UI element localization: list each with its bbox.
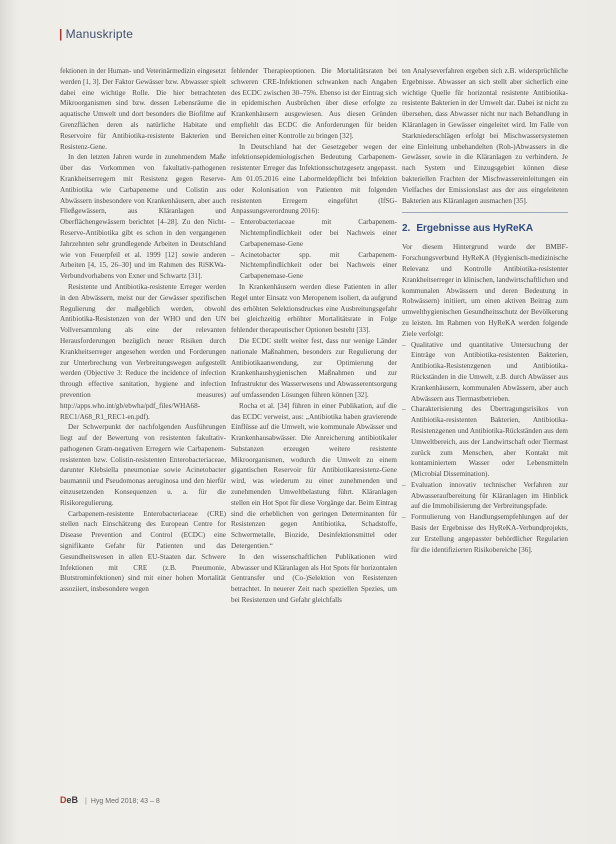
paragraph: Carbapenem-resistente Enterobacteriaceae (CRE) stellen nach Einschätzung des European Centre for Disease Prevention and Control (ECDC) eine signifikante Gefahr für Patienten und das Gesundheitswesen in allen EU-Staaten dar. Schwere Infektionen mit CRE (z.B. Pneumonie, Blutstrominfektionen) sind mit einer hohen Mortalität assoziiert, insbesondere wegen: [60, 509, 226, 594]
issue-info: Hyg Med 2018; 43 – 8: [90, 798, 160, 805]
paragraph: Vor diesem Hintergrund wurde der BMBF-Forschungsverbund HyReKA (Hygienisch-medizinische Relevanz und Kontrolle Antibiotika-resistenter Krankheitserreger in klinischen, landwirtschaftlichen und kommunalen Abwässern und deren Bedeutung in Rohwässern) initiiert, um einen aktiven Beitrag zum umwelthygienischen Gesundheitsschutz der Bevölkerung zu leisten. Im Rahmen von HyReKA werden folgende Ziele verfolgt:: [402, 243, 568, 338]
text-column-2: [231, 66, 397, 606]
header-section-label: Manuskripte: [65, 27, 134, 41]
paragraph: ten Analyseverfahren ergeben sich z.B. widersprüchliche Ergebnisse. Abwasser an sich stellt aber sicherlich eine wichtige Quelle für horizontal resistente Antibiotika-resistente Bakterien in der Umwelt dar. Dabei ist nicht zu übersehen, dass Abwasser nicht nur nach Behandlung in Kläranlagen in Gewässer eingeleitet wird. Im Falle von Starkniederschlägen erfolgt bei Mischwassersystemen eine Einleitung unbehandelten (Roh-)Abwassers in die Gewässer, sowie in die Kläranlagen zu verhindern. Je nach System und Einzugsgebiet können diese bakteriellen Frachten der Mischwassereinleitungen ein Vielfaches der Emissionslast aus der aus eingeleiteten Bakterien aus Kläranlagen ausmachen [35].: [402, 67, 568, 205]
bullet-item: – Formulierung von Handlungsempfehlungen auf der Basis der Ergebnisse des HyReKA-Verbundprojekts, zur Erstellung angepasster behördlicher Regularien für die identifizierten Risikobereiche [36].: [402, 512, 568, 555]
footer-separator: |: [85, 798, 87, 805]
bullet-item: – Evaluation innovativ technischer Verfahren zur Abwasseraufbereitung für Kläranlagen im Hinblick auf die Immobilisierung der Verbreitungspfade.: [402, 480, 568, 512]
paragraph: fektionen in der Human- und Veterinärmedizin eingesetzt werden [1, 3]. Der Faktor Gewässer bzw. Abwasser spielt dabei eine wichtige Rolle. Die hier betrachteten Mikroorganismen sind bzw. dessen Lebensräume die aquatische Umwelt und dort besonders die Biofilme auf Grenzflächen deren als natürliche Habitate und Reservoire für Antibiotika-resistente Bakterien und Resistenz-Gene.: [60, 67, 226, 151]
paragraph: Der Schwerpunkt der nachfolgenden Ausführungen liegt auf der Bewertung von resistenten fakultativ-pathogenen Gram-negativen Erregern wie Carbapenem-resistenten bzw. Colistin-resistenten Enterobacteriaceae, darunter Klebsiella pneumoniae sowie Acinetobacter baumannii und Pseudomonas aeruginosa und den hierfür einzusetzenden Konsequenzen u. a. für die Risikoregulierung.: [60, 423, 226, 507]
paragraph: In Deutschland hat der Gesetzgeber wegen der infektionsepidemiologischen Bedeutung Carbapenem-resistenter Erreger das Infektionsschutzgesetz angepasst. Am 01.05.2016 eine Labormeldepflicht bei Infektion oder Kolonisation von Patienten mit folgenden resistenten Erregern eingeführt (IfSG-Anpassungsverordnung 2016):: [231, 142, 397, 216]
paragraph: In den letzten Jahren wurde in zunehmendem Maße über das Vorkommen von fakultativ-pathogenen Krankheitserregern mit Resistenz gegen Reserve-Antibiotika wie Carbapeneme und Colistin aus Abwässern insbesondere von Krankenhäusern, aber auch Fließgewässern, aus Kläranlagen und Oberflächengewässern berichtet [4–28]. Zu den Nicht-Reserve-Antibiotika gibt es schon in den vergangenen Jahrzehnten sehr grundlegende Arbeiten in Deutschland wie von Feuerpfeil et al. 1999 [12] sowie anderen Arbeiten [4, 15, 26–30] und im Rahmen des RiSKWa-Verbundvorhabens von Exner und Schwartz [31].: [60, 153, 226, 281]
text-column-3: [402, 66, 568, 555]
bullet-item: – Charakterisierung des Übertragungsrisikos von Antibiotika-resistenten Bakterien, Antibiotika-Resistenzgenen und Antibiotika-Rückständen aus dem Umweltbereich, aus der Landwirtschaft oder Tiermast zurück zum Menschen, aber Kontakt mit kontaminiertem Wasser oder Lebensmitteln (Microbial Dissemination).: [402, 404, 568, 480]
bullet-item: – Acinetobacter spp. mit Carbapenem-Nichtempfindlichkeit oder bei Nachweis einer Carbapenemase-Gene: [231, 250, 397, 282]
paragraph: In Krankenhäusern werden diese Patienten in aller Regel unter Einsatz von Meropenem isoliert, da aufgrund des erhöhten Selektionsdruckes eine Ausbreitungsgefahr bei gleichzeitig erhöhter Mortalitätsrate in Folge fehlender therapeutischer Optionen besteht [33].: [231, 282, 397, 335]
paragraph: Resistente und Antibiotika-resistente Erreger werden in den Abwässern, meist nur der Gewässer spezifischen Regulierung der maßgeblich werden, obwohl Antibiotika-Resistenzen von der WHO und den UN Vollversammlung als eine der relevanten Herausforderungen bezüglich neuer Risiken durch Krankheitserreger angesehen werden und Forderungen zur Unterbrechung von Verbreitungswegen aufgestellt werden (Objective 3: Reduce the incidence of infection through effective sanitation, hygiene and infection prevention measures) http://apps.who.int/gb/ebwha/pdf_files/WHA68-REC1/A68_R1_REC1-en.pdf).: [60, 282, 226, 421]
section-title-text: Ergebnisse aus HyReKA: [416, 223, 534, 235]
journal-logo: DeB: [60, 795, 79, 805]
page-footer: [60, 795, 160, 805]
section-divider: [402, 212, 568, 213]
paragraph: In den wissenschaftlichen Publikationen wird Abwasser und Kläranlagen als Hot Spots für horizontalen Gentransfer und (Co-)Selektion von Resistenzen betrachtet. In neuerer Zeit nach speziellen Spezies, um bei Resistenzen und Gefahr gleichfalls: [231, 552, 397, 605]
paragraph: fehlender Therapieoptionen. Die Mortalitätsraten bei schweren CRE-Infektionen schwanken nach Angaben des ECDC zwischen 30–75%. Ebenso ist der Eintrag sich in epidemischen Ausbrüchen über diese erfolgte zu Krankenhäusern ausgewiesen. Aus diesen Gründen empfiehlt das ECDC die Anforderungen für beiden Bereichen einer Kontrolle zu bringen [32].: [231, 67, 397, 140]
section-number: 2.: [402, 223, 411, 235]
paragraph: Rocha et al. [34] führen in einer Publikation, auf die das ECDC verweist, aus: „Antibiotika haben gravierende Einflüsse auf die Umwelt, wie kommunale Abwässer und Krankenhausabwässer. Die Anreicherung antibiotikaler Substanzen erzeugen weitere resistente Mikroorganismen, wodurch die Umwelt zu einem gigantischen Reservoir für Antibiotikaresistenz-Gene wird, was wiederum zu einer zunehmenden und zunehmenden Umweltbelastung führt. Kläranlagen stellen ein Hot Spot für diese Vorgänge dar. Beim Eintrag sind die erheblichen von geringen Determinanten für Resistenzen gegen Antibiotika, Schadstoffe, Schwermetalle, Biozide, Desinfektionsmittel oder Detergentien.“: [231, 401, 397, 551]
text-column-1: [60, 66, 226, 595]
bullet-item: – Enterobacteriaceae mit Carbapenem-Nichtempfindlichkeit oder bei Nachweis einer Carbapenemase-Gene: [231, 217, 397, 249]
header-bar: |: [59, 27, 63, 41]
page-header: [59, 27, 133, 41]
bullet-item: – Qualitative und quantitative Untersuchung der Einträge von Antibiotika-resistenten Bakterien, Antibiotika-Resistenzgenen und Antibiotika-Rückständen in die Umwelt, z.B. durch Abwässer aus Krankenhäusern, kommunalen Abwässern, aber auch Abwässern aus Tiermastbetrieben.: [402, 340, 568, 405]
section-heading: [402, 222, 568, 235]
paragraph: Die ECDC stellt weiter fest, dass nur wenige Länder nationale Maßnahmen, besonders zur Regulierung der Antibiotikaanwendung, zur Optimierung der Krankenhaushygienischen Maßnahmen und zur Infrastruktur des Wasserwesens und Abwasserentsorgung auf umfassenden Lösungen führen können [32].: [231, 336, 397, 399]
